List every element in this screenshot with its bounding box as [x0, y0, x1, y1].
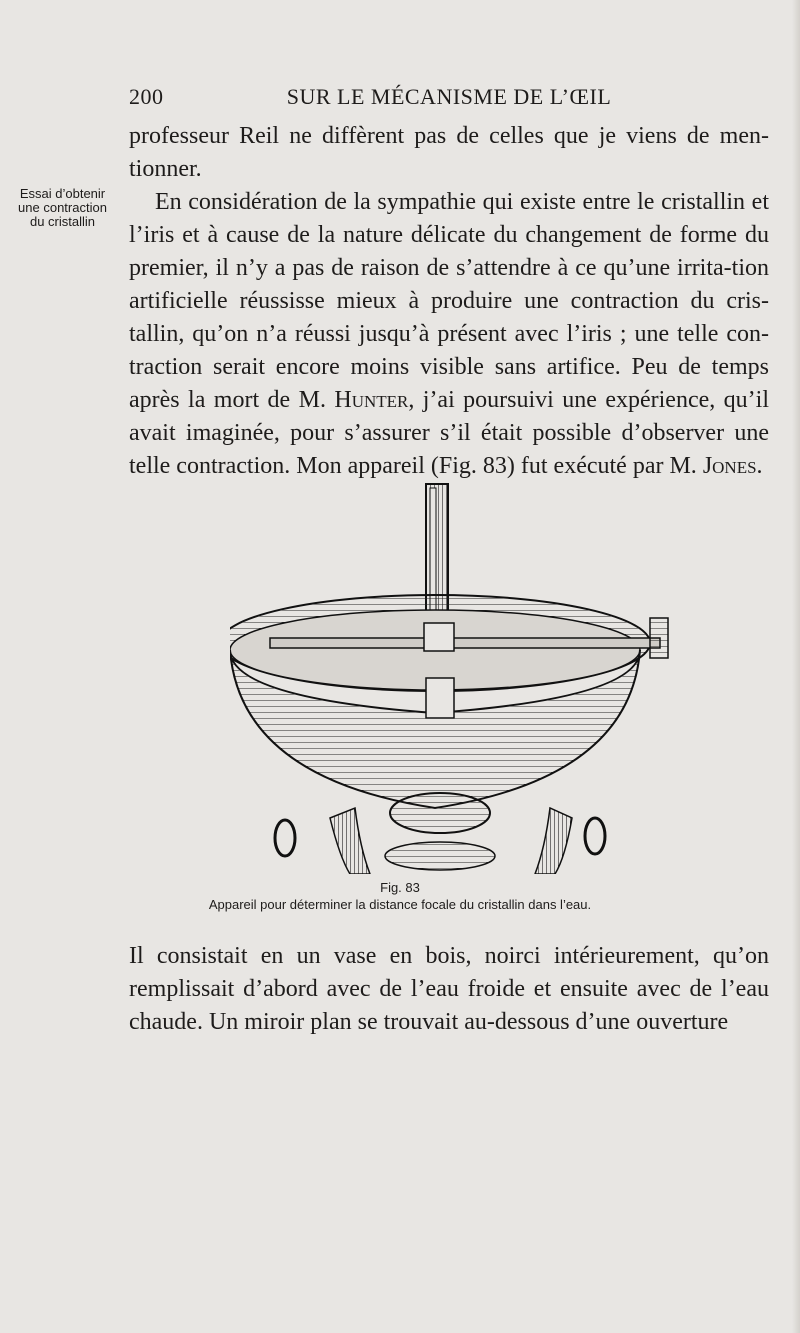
paragraph-3	[129, 940, 769, 1039]
figure-apparatus-illustration	[230, 478, 680, 874]
stand-leg	[330, 808, 370, 874]
horizontal-bar	[270, 638, 660, 648]
para2-part3: .	[756, 453, 763, 479]
para2-part2: , j’ai poursuivi une expérience, qu’il avait imaginée, pour s’assurer s’il était possible d’observer une telle contraction. Mon appareil (Fig. 83) fut exécuté par M.	[129, 387, 769, 479]
figure-caption: Appareil pour déterminer la distance focale du cristallin dans l’eau.	[208, 897, 592, 912]
margin-note	[0, 187, 125, 229]
name-hunter: Hunter	[334, 387, 409, 413]
page-number: 200	[129, 84, 164, 109]
paragraph-3-text: Il consistait en un vase en bois, noirci intérieurement, qu’on remplissait d’abord avec de l’eau froide et ensuite avec de l’eau chaude. Un miroir plan se trouvait au-dessous d’une ouverture	[129, 943, 769, 1035]
paragraph-2-text	[129, 186, 769, 483]
apparatus-drawing	[230, 478, 680, 874]
margin-note-line: une contraction	[18, 200, 107, 215]
plane-mirror	[390, 793, 490, 833]
stand-base	[385, 842, 495, 870]
name-jones: Jones	[702, 453, 757, 479]
para2-part1: En considération de la sympathie qui existe entre le cristallin et l’iris et à cause de la nature délicate du changement de forme du premier, il n’y a pas de raison de s’attendre à ce qu’une irrita-tion artificielle réussisse mieux à produire une contraction du cris-tallin, qu’on n’a réussi jusqu’à présent avec l’iris ; une telle con-traction serait encore moins visible sans artifice. Peu de temps après la mort de M.	[129, 189, 769, 413]
margin-note-line: Essai d’obtenir	[19, 186, 106, 201]
paragraph-1-text: professeur Reil ne diffèrent pas de celles que je viens de men-tionner.	[129, 123, 769, 182]
lens-holder	[426, 678, 454, 718]
running-title: SUR LE MÉCANISME DE L’ŒIL	[286, 84, 612, 109]
page-edge-shadow	[792, 0, 800, 1333]
figure-number: Fig. 83	[380, 880, 420, 895]
margin-note-line: du cristallin	[29, 214, 96, 229]
paragraph-1	[129, 120, 769, 186]
paragraph-2	[129, 186, 769, 483]
stand-leg	[535, 808, 572, 874]
